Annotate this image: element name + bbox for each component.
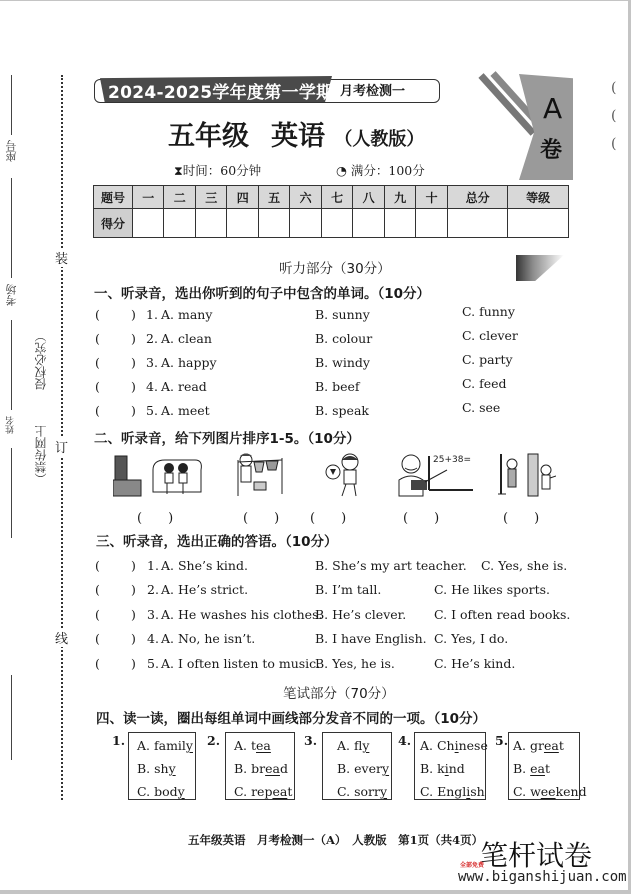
item-number: 4. [146,379,158,394]
word-option[interactable]: B. kind [420,761,465,776]
option-a: A. read [161,379,207,394]
option-c: C. He’s kind. [434,656,516,671]
edition-label: （人教版） [334,129,425,150]
phonics-group-3 [322,732,392,800]
binding-mark-ding: 订 [55,437,68,456]
score-row [94,209,569,238]
full-score [336,161,425,179]
item-number: 2. [147,582,159,597]
option-b: B. windy [315,355,370,370]
answer-blank[interactable]: ( [95,582,100,597]
option-a: A. He washes his clothes. [161,607,323,622]
word-option[interactable]: A. family [137,738,193,753]
score-cell[interactable] [353,209,384,238]
group-number: 1. [112,733,126,748]
word-option[interactable]: A. great [513,738,564,753]
option-a: A. clean [161,331,212,346]
section-2-title: 二、听录音，给下列图片排序1-5。（10分） [94,431,360,447]
answer-blank[interactable]: ( [95,607,100,622]
option-c: C. funny [462,304,515,319]
page-footer: 五年级英语 月考检测一（A） 人教版 第1页（共4页） [188,833,484,847]
answer-blank-close: ) [131,355,136,370]
row-header-question: 题号 [94,186,133,209]
kids-watching-tv-icon [113,452,203,498]
word-option[interactable]: B. eat [513,761,551,776]
watermark-logo-text: 笔杆试卷 [480,839,593,872]
option-a: A. happy [161,355,217,370]
score-cell[interactable] [227,209,258,238]
col-header: 二 [164,186,195,209]
boy-washing-clothes-icon [236,452,288,498]
col-header: 八 [353,186,384,209]
answer-blank-close: ) [131,379,136,394]
edge-mark: ( [611,108,617,124]
scan-artifact [516,255,564,281]
copyright-notice-2: 侵权必究） [34,330,48,390]
option-c: C. feed [462,376,507,391]
answer-blank-close: ) [131,631,136,646]
option-b: B. speak [315,403,369,418]
class-field-line[interactable] [11,448,12,538]
picture-order-blank-3[interactable]: ( ) [310,511,347,526]
col-header: 三 [195,186,226,209]
writing-part-heading: 笔试部分（70分） [283,686,395,702]
phonics-group-5 [508,732,587,800]
question-row [95,656,575,674]
question-row [95,558,575,576]
answer-blank[interactable]: ( [95,656,100,671]
col-header: 一 [133,186,164,209]
option-c: C. clever [462,328,518,343]
badge-word: 卷 [540,138,563,163]
term-title: 2024-2025学年度第一学期 [108,83,334,103]
word-option[interactable]: B. every [337,761,390,776]
score-cell[interactable] [384,209,415,238]
item-number: 1. [147,558,159,573]
option-c: C. party [462,352,513,367]
answer-blank[interactable]: ( [95,355,100,370]
item-number: 3. [147,607,159,622]
picture-order-blank-2[interactable]: ( ) [243,511,280,526]
group-number: 2. [207,733,221,748]
option-b: B. She’s my art teacher. [315,558,467,573]
score-label: 满分：100分 [350,163,425,178]
row-header-score: 得分 [94,209,133,238]
question-row [95,631,575,649]
answer-blank-close: ) [131,558,136,573]
school-field-line[interactable] [11,675,12,760]
exam-time [174,161,261,179]
option-b: B. beef [315,379,360,394]
score-cell[interactable] [195,209,226,238]
item-number: 2. [146,331,158,346]
grade-label: 五年级 [168,121,249,152]
section-4-title: 四、读一读，圈出每组单词中画线部分发音不同的一项。（10分） [96,711,487,727]
word-option[interactable]: C. body [137,784,185,799]
score-cell[interactable] [321,209,352,238]
answer-blank-close: ) [131,582,136,597]
answer-blank-close: ) [131,656,136,671]
answer-blank[interactable]: ( [95,631,100,646]
group-number: 4. [398,733,412,748]
option-a: A. many [161,307,213,322]
item-number: 5. [146,403,158,418]
question-row [95,352,575,373]
seat-field-line[interactable] [11,75,12,135]
frame-bottom-border [0,890,631,894]
option-a: A. He’s strict. [161,582,249,597]
option-b: B. sunny [315,307,370,322]
watermark-free-tag: 全部免费 [460,862,485,869]
score-cell[interactable] [133,209,164,238]
page-title [168,114,424,153]
name-field-line[interactable] [11,320,12,410]
option-c: C. Yes, she is. [481,558,568,573]
time-label: 时间：60分钟 [182,163,262,178]
copyright-notice-1: （禁传网上 [34,425,48,485]
subject-label: 英语 [271,121,325,152]
answer-blank-close: ) [131,607,136,622]
answer-blank-close: ) [131,307,136,322]
score-cell-grade[interactable] [508,209,569,238]
option-b: B. I’m tall. [315,582,382,597]
score-cell[interactable] [416,209,447,238]
col-header: 四 [227,186,258,209]
frame-top-border [0,0,631,1]
col-header: 五 [258,186,289,209]
group-number: 5. [495,733,509,748]
score-cell[interactable] [290,209,321,238]
hourglass-icon: ⧗ [174,163,183,178]
edge-mark: ( [611,80,617,96]
group-number: 3. [304,733,318,748]
picture-order-blank-1[interactable]: ( ) [137,511,174,526]
col-header-grade: 等级 [508,186,569,209]
word-option[interactable]: C. weekend [513,784,587,799]
option-c: C. He likes sports. [434,582,551,597]
edge-mark: ( [611,136,617,152]
score-cell-total[interactable] [447,209,508,238]
item-number: 4. [147,631,159,646]
option-a: A. She’s kind. [161,558,248,573]
answer-blank[interactable]: ( [95,558,100,573]
option-b: B. I have English. [315,631,427,646]
option-a: A. meet [161,403,210,418]
question-row [95,582,575,600]
teacher-math-icon [395,452,475,498]
word-option[interactable]: C. English [420,784,485,799]
section-1-title: 一、听录音，选出你听到的句子中包含的单词。（10分） [94,286,431,302]
clock-icon: ◔ [336,163,347,178]
option-a: A. I often listen to music. [161,656,321,671]
math-board-text: 25+38= [433,455,471,465]
answer-blank[interactable]: ( [95,379,100,394]
binding-mark-zhuang: 装 [55,248,68,267]
exam-room-label: 考场 [5,284,18,306]
answer-blank-close: ) [131,403,136,418]
picture-order-blank-5[interactable]: ( ) [503,511,540,526]
question-row [95,400,575,421]
visitor-at-door-icon [498,452,556,498]
col-header: 六 [290,186,321,209]
exam-type-tag: 月考检测一 [340,84,406,99]
score-table [93,185,569,238]
score-cell[interactable] [164,209,195,238]
phonics-group-4 [414,732,486,800]
question-row [95,328,575,349]
option-b: B. He’s clever. [315,607,407,622]
question-row [95,304,575,325]
score-cell[interactable] [258,209,289,238]
paper-version-badge [477,70,597,185]
word-option[interactable]: C. repeat [234,784,293,799]
option-b: B. colour [315,331,373,346]
option-c: C. I often read books. [434,607,571,622]
term-banner [94,76,438,102]
answer-blank[interactable]: ( [95,331,100,346]
col-header-total: 总分 [447,186,508,209]
item-number: 1. [146,307,158,322]
word-option[interactable]: C. sorry [337,784,388,799]
col-header: 七 [321,186,352,209]
word-option[interactable]: A. fly [337,738,370,753]
option-c: C. see [462,400,501,415]
answer-blank[interactable]: ( [95,307,100,322]
question-row [95,376,575,397]
listening-part-heading: 听力部分（30分） [279,261,391,277]
phonics-group-1 [128,732,196,800]
word-option[interactable]: B. bread [234,761,288,776]
name-label: 姓名 [6,416,16,434]
phonics-group-2 [225,732,295,800]
boy-playing-football-icon [324,452,364,498]
picture-order-blank-4[interactable]: ( ) [403,511,440,526]
option-a: A. No, he isn’t. [161,631,256,646]
item-number: 3. [146,355,158,370]
badge-letter: A [543,92,563,125]
exam-room-field-line[interactable] [11,178,12,278]
item-number: 5. [147,656,159,671]
col-header: 十 [416,186,447,209]
col-header: 九 [384,186,415,209]
answer-blank-close: ) [131,331,136,346]
word-option[interactable]: A. tea [234,738,271,753]
binding-mark-xian: 线 [55,628,68,647]
word-option[interactable]: A. Chinese [420,738,488,753]
word-option[interactable]: B. shy [137,761,176,776]
answer-blank[interactable]: ( [95,403,100,418]
question-row [95,607,575,625]
watermark-url[interactable]: www.biganshijuan.com [458,869,627,885]
section-3-title: 三、听录音，选出正确的答语。（10分） [96,534,338,550]
question-number-row [94,186,569,209]
option-b: B. Yes, he is. [315,656,395,671]
seat-label: 座号 [5,140,18,162]
option-c: C. Yes, I do. [434,631,509,646]
